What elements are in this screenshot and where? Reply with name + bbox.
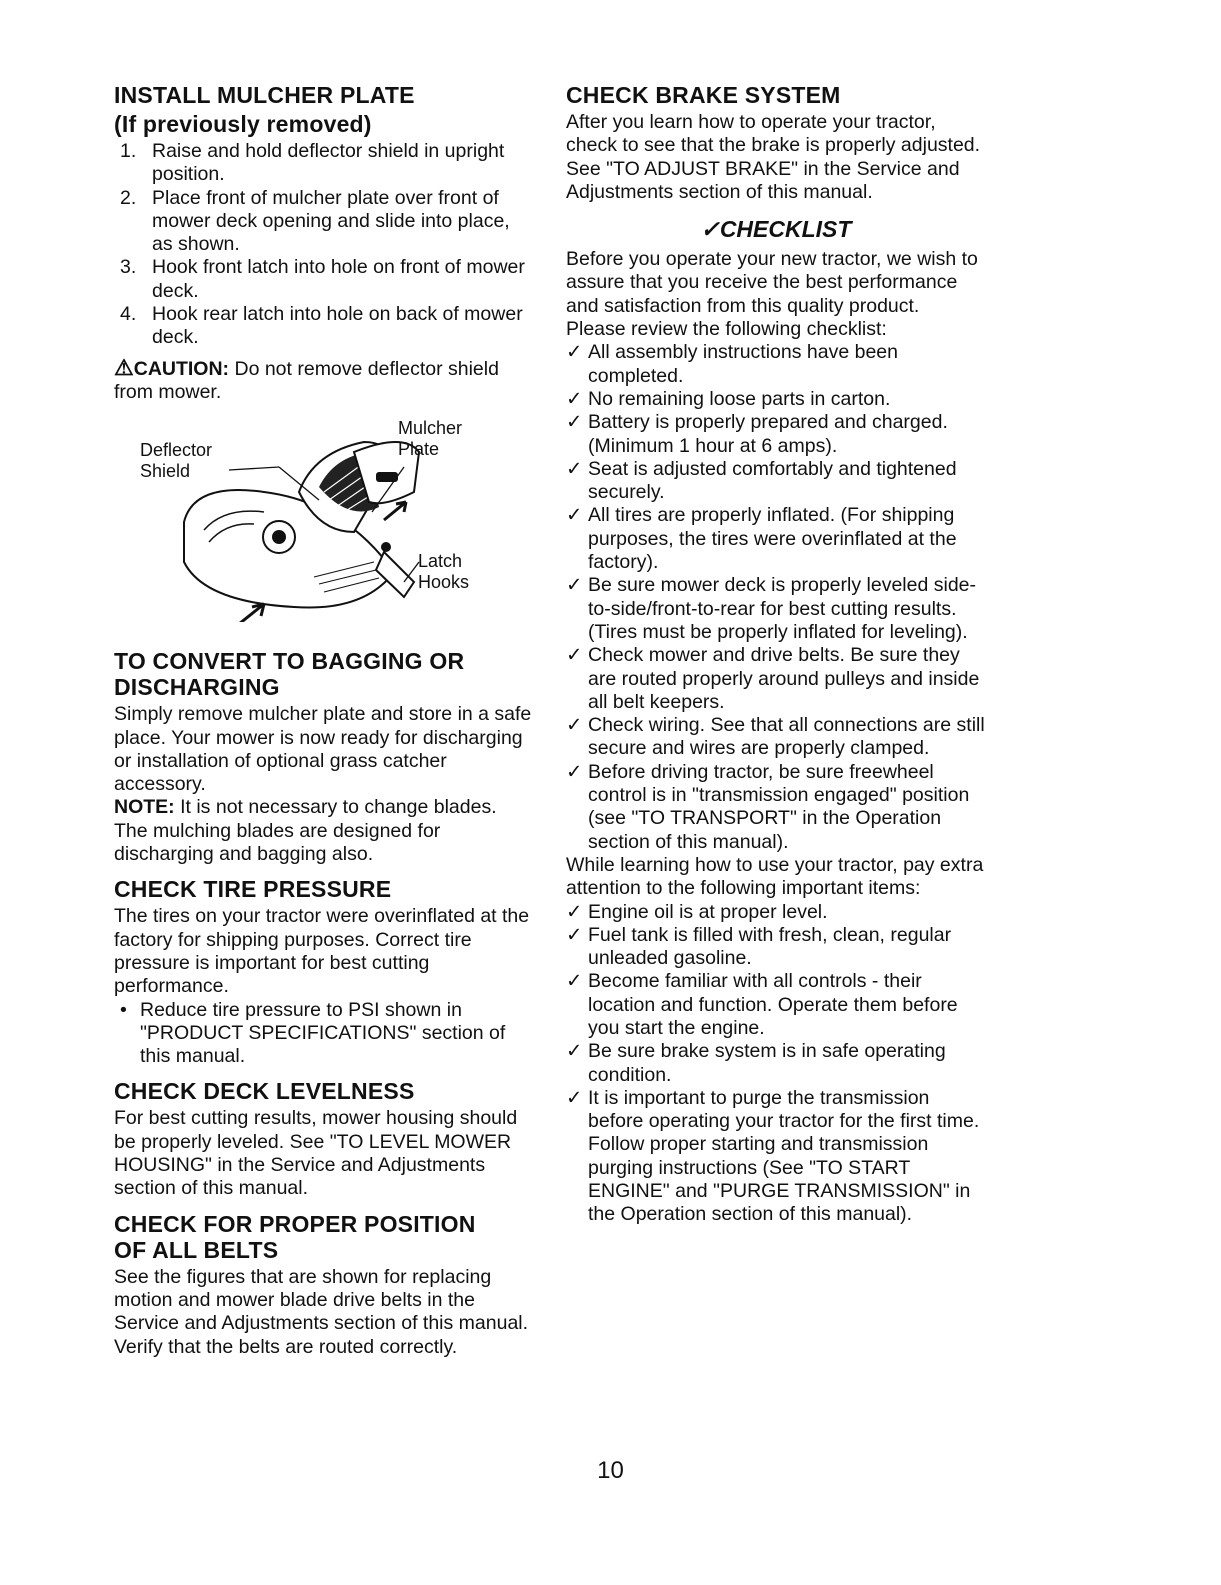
- checkmark-icon: ✓: [566, 341, 583, 364]
- mulcher-heading: INSTALL MULCHER PLATE: [114, 82, 415, 108]
- brake-heading: CHECK BRAKE SYSTEM: [566, 82, 841, 108]
- belts-section: [114, 1211, 534, 1359]
- list-item: • Reduce tire pressure to PSI shown in "PRODUCT SPECIFICATIONS" section of this manual.: [120, 998, 506, 1068]
- belts-heading: CHECK FOR PROPER POSITION OF ALL BELTS: [114, 1210, 476, 1263]
- checkmark-icon: ✓: [566, 900, 583, 923]
- page-number: 10: [597, 1457, 624, 1484]
- caution-label: CAUTION:: [133, 357, 230, 380]
- checkmark-icon: ✓: [566, 1040, 583, 1063]
- warning-triangle-icon: ⚠: [114, 354, 134, 380]
- caution-note: [114, 356, 534, 405]
- mulcher-subheading: (If previously removed): [114, 111, 372, 137]
- checklist-intro: Before you operate your new tractor, we wish to assure that you receive the best performance and satisfaction from this quality product.: [566, 248, 978, 317]
- checkmark-icon: ✓: [566, 1086, 583, 1109]
- list-item: ✓ No remaining loose parts in carton.: [566, 387, 891, 410]
- list-item: ✓ Check mower and drive belts. Be sure they are routed properly around pulleys and inside all belt keepers.: [566, 644, 980, 713]
- list-item: 4. Hook rear latch into hole on back of mower deck.: [120, 303, 523, 349]
- left-column: [114, 82, 534, 1359]
- important-items: [566, 901, 986, 1227]
- checklist-prompt: Please review the following checklist:: [566, 318, 887, 341]
- checkmark-icon: ✓: [566, 970, 583, 993]
- mulcher-plate-label: Mulcher Plate: [398, 418, 463, 460]
- right-column: [566, 82, 986, 1227]
- list-item: ✓ Battery is properly prepared and charged. (Minimum 1 hour at 6 amps).: [566, 411, 948, 457]
- checkmark-icon: ✓: [566, 574, 583, 597]
- deflector-label: Deflector Shield: [140, 440, 213, 482]
- deck-section: [114, 1078, 534, 1200]
- list-item: ✓ Seat is adjusted comfortably and tightened securely.: [566, 457, 957, 504]
- while-learning-text: While learning how to use your tractor, pay extra attention to the following important items:: [566, 853, 984, 900]
- checklist-items: [566, 341, 986, 854]
- list-item: ✓ Engine oil is at proper level.: [566, 900, 828, 923]
- tire-bullets: [114, 999, 534, 1069]
- bullet-icon: •: [120, 998, 127, 1021]
- list-item: ✓ Fuel tank is filled with fresh, clean, regular unleaded gasoline.: [566, 923, 952, 970]
- convert-section: [114, 648, 534, 866]
- checklist-title: ✓CHECKLIST: [700, 216, 852, 243]
- checkmark-icon: ✓: [566, 714, 583, 737]
- list-item: ✓ All assembly instructions have been completed.: [566, 341, 898, 387]
- checkmark-icon: ✓: [566, 760, 583, 783]
- checkmark-icon: ✓: [566, 644, 583, 667]
- checkmark-icon: ✓: [566, 923, 583, 946]
- checkmark-icon: ✓: [566, 387, 583, 410]
- list-item: ✓ Be sure mower deck is properly leveled side-to-side/front-to-rear for best cutting results. (Tires must be properly inflated for leveling).: [566, 574, 977, 643]
- list-item: 2. Place front of mulcher plate over front of mower deck opening and slide into place, as shown.: [120, 186, 510, 256]
- convert-note: NOTE: It is not necessary to change blades. The mulching blades are designed for discharging and bagging also.: [114, 796, 497, 866]
- brake-body: After you learn how to operate your tractor, check to see that the brake is properly adjusted. See "TO ADJUST BRAKE" in the Service and Adjustments section of this manual.: [566, 111, 981, 203]
- tire-section: [114, 876, 534, 1068]
- convert-body: Simply remove mulcher plate and store in a safe place. Your mower is now ready for discharging or installation of optional grass catcher accessory.: [114, 703, 532, 796]
- checkmark-icon: ✓: [566, 504, 583, 527]
- list-item: 1. Raise and hold deflector shield in upright position.: [120, 140, 505, 186]
- checkmark-icon: ✓: [566, 411, 583, 434]
- list-item: 3. Hook front latch into hole on front of mower deck.: [120, 256, 525, 302]
- mulcher-plate-illustration: [114, 412, 534, 622]
- deck-heading: CHECK DECK LEVELNESS: [114, 1078, 415, 1105]
- list-item: ✓ All tires are properly inflated. (For shipping purposes, the tires were overinflated at the factory).: [566, 504, 957, 574]
- tire-body: The tires on your tractor were overinflated at the factory for shipping purposes. Correct tire pressure is important for best cutting performance.: [114, 905, 530, 998]
- list-item: ✓ It is important to purge the transmission before operating your tractor for the first time. Follow proper starting and transmission purging instructions (See "TO START ENGINE" and "PURGE TRANSMISSION" in the Operation section of this manual).: [566, 1086, 980, 1226]
- list-item: ✓ Be sure brake system is in safe operating condition.: [566, 1040, 946, 1086]
- latch-hooks-label: Latch Hooks: [418, 551, 470, 593]
- deck-body: For best cutting results, mower housing should be properly leveled. See "TO LEVEL MOWER HOUSING" in the Service and Adjustments section of this manual.: [114, 1107, 518, 1200]
- mulcher-steps: [114, 140, 534, 350]
- convert-heading: TO CONVERT TO BAGGING OR DISCHARGING: [114, 648, 465, 701]
- checkmark-icon: ✓: [566, 457, 583, 480]
- list-item: ✓ Check wiring. See that all connections are still secure and wires are properly clamped.: [566, 714, 985, 760]
- caution-text: Do not remove deflector shield from mower.: [114, 357, 499, 403]
- belts-body: See the figures that are shown for replacing motion and mower blade drive belts in the Service and Adjustments section of this manual. Verify that the belts are routed correctly.: [114, 1265, 529, 1358]
- tire-heading: CHECK TIRE PRESSURE: [114, 876, 392, 903]
- list-item: ✓ Before driving tractor, be sure freewheel control is in "transmission engaged" position (see "TO TRANSPORT" in the Operation section of this manual).: [566, 760, 970, 853]
- list-item: ✓ Become familiar with all controls - their location and function. Operate them before you start the engine.: [566, 970, 958, 1039]
